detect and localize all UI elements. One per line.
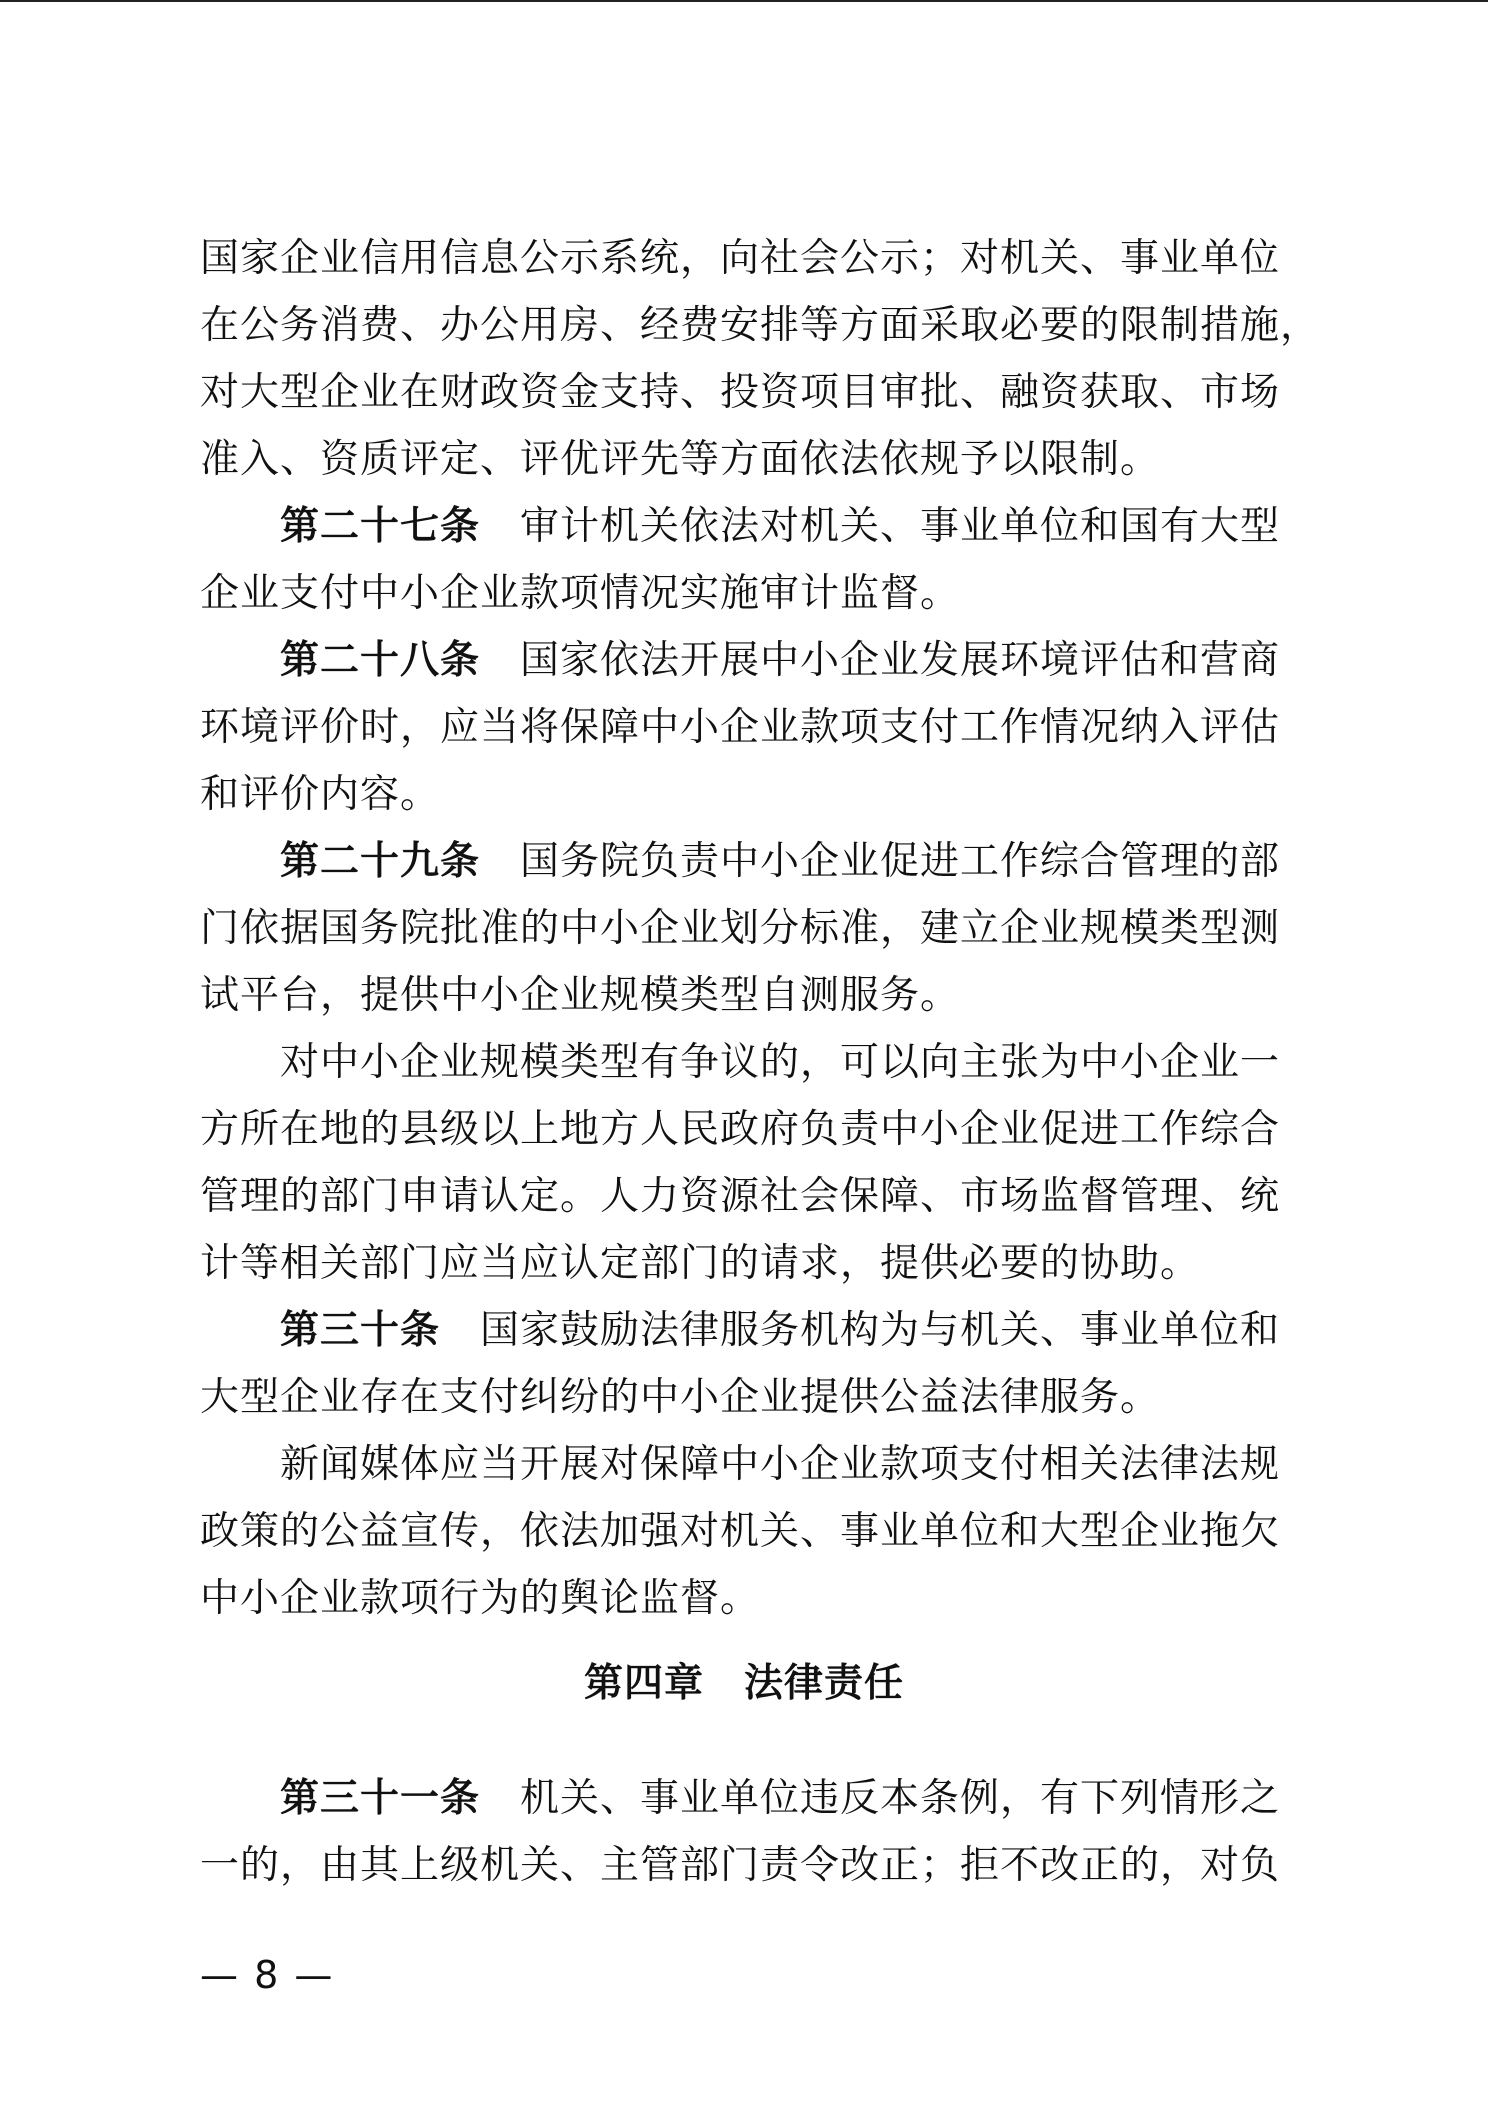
body-line: 方所在地的县级以上地方人民政府负责中小企业促进工作综合 [200, 1107, 1281, 1152]
article-29-text: 国务院负责中小企业促进工作综合管理的部 [520, 839, 1281, 884]
body-line: 试平台，提供中小企业规模类型自测服务。 [200, 973, 961, 1018]
document-body [200, 225, 1321, 1632]
body-line: 对大型企业在财政资金支持、投资项目审批、融资获取、市场 [200, 370, 1281, 415]
body-line: 计等相关部门应当应认定部门的请求，提供必要的协助。 [200, 1241, 1201, 1286]
body-line: 管理的部门申请认定。人力资源社会保障、市场监督管理、统 [200, 1174, 1281, 1219]
body-line: 在公务消费、办公用房、经费安排等方面采取必要的限制措施， [200, 303, 1321, 348]
article-29-first-line [200, 828, 1290, 895]
article-31-number: 第三十一条 [280, 1776, 481, 1821]
body-line: 门依据国务院批准的中小企业划分标准，建立企业规模类型测 [200, 906, 1281, 951]
chapter-number: 第四章 [583, 1661, 704, 1706]
article-31-first-line [200, 1765, 1290, 1832]
chapter-heading [0, 1650, 1488, 1717]
body-line: 一的，由其上级机关、主管部门责令改正；拒不改正的，对负 [200, 1843, 1281, 1888]
body-line: 大型企业存在支付纠纷的中小企业提供公益法律服务。 [200, 1375, 1161, 1420]
article-31-text: 机关、事业单位违反本条例，有下列情形之 [520, 1776, 1281, 1821]
article-27-number: 第二十七条 [280, 504, 481, 549]
article-29-number: 第二十九条 [280, 839, 481, 884]
article-28-number: 第二十八条 [280, 638, 481, 683]
paragraph-first-line: 对中小企业规模类型有争议的，可以向主张为中小企业一 [280, 1040, 1281, 1085]
article-27-first-line [200, 493, 1290, 560]
document-body-continued [200, 1765, 1290, 1899]
article-30-text: 国家鼓励法律服务机构为与机关、事业单位和 [480, 1308, 1281, 1353]
body-line: 中小企业款项行为的舆论监督。 [200, 1576, 761, 1621]
article-27-text: 审计机关依法对机关、事业单位和国有大型 [520, 504, 1281, 549]
article-30-number: 第三十条 [280, 1308, 441, 1353]
article-28-text: 国家依法开展中小企业发展环境评估和营商 [520, 638, 1281, 683]
paragraph-first-line: 新闻媒体应当开展对保障中小企业款项支付相关法律法规 [280, 1442, 1281, 1487]
article-28-first-line [200, 627, 1290, 694]
top-border [0, 0, 1488, 2]
body-line: 和评价内容。 [200, 772, 441, 817]
chapter-title: 法律责任 [744, 1661, 905, 1706]
body-line: 环境评价时，应当将保障中小企业款项支付工作情况纳入评估 [200, 705, 1281, 750]
page-number: — 8 — [200, 1953, 335, 1997]
article-30-first-line [200, 1297, 1290, 1364]
body-line: 政策的公益宣传，依法加强对机关、事业单位和大型企业拖欠 [200, 1509, 1281, 1554]
body-line: 准入、资质评定、评优评先等方面依法依规予以限制。 [200, 437, 1161, 482]
body-line: 企业支付中小企业款项情况实施审计监督。 [200, 571, 961, 616]
body-line: 国家企业信用信息公示系统，向社会公示；对机关、事业单位 [200, 236, 1281, 281]
